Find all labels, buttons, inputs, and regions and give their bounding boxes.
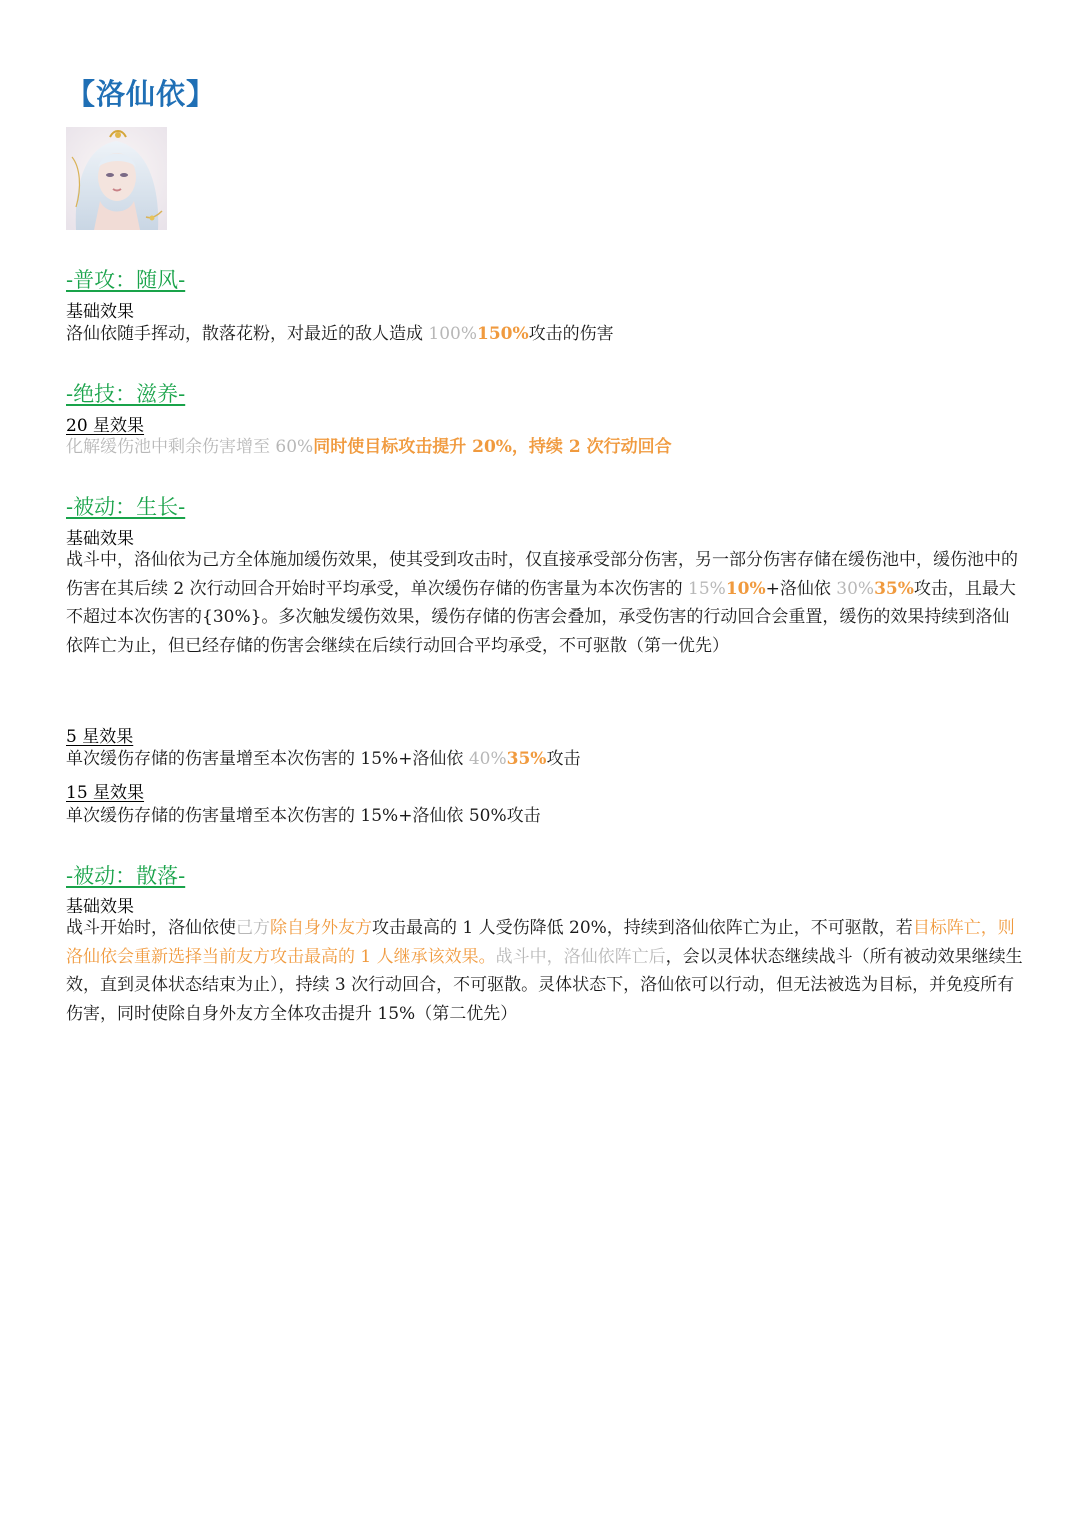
text-segment: 攻击 [546, 749, 581, 769]
skill-description [66, 914, 1026, 1028]
effect-label-15-star: 15 星效果 [66, 783, 145, 803]
hero-title: 【洛仙依】 [66, 77, 217, 111]
text-segment: 洛仙依随手挥动，散落花粉，对最近的敌人造成 [66, 324, 429, 344]
old-value: 40% [468, 749, 507, 769]
old-value: 化解缓伤池中剩余伤害增至 60% [66, 437, 314, 457]
new-value: 150% [477, 324, 529, 344]
text-segment: ，会以灵体状态继续战斗（所有被动效果继续生效，直到灵体状态结束为止），持续 3 次行动回合，不可驱散。灵体状态下，洛仙依可以行动，但无法被选为目标，并免疫所有伤害，同时使除自身外友方全体攻击提升 15%（第二优先） [66, 946, 1023, 1024]
skill-description: 单次缓伤存储的伤害量增至本次伤害的 15%+洛仙依 50%攻击 [66, 806, 541, 826]
effect-label-base: 基础效果 [66, 302, 134, 322]
text-segment: 攻击最高的 1 人受伤降低 20%，持续到洛仙依阵亡为止，不可驱散，若 [372, 918, 913, 938]
text-segment: +洛仙依 [765, 578, 837, 599]
new-value: 35% [874, 578, 914, 599]
new-value: 10% [725, 578, 766, 599]
skill-heading-normal-attack: -普攻：随风- [66, 268, 186, 292]
skill-heading-passive-growth: -被动：生长- [66, 495, 186, 519]
old-value: 战斗中，洛仙依阵亡后 [495, 946, 666, 967]
new-value: 目标阵亡，则洛仙依会重新选择当前友方攻击最高的 1 人继承该效果。 [66, 918, 1015, 967]
new-value: 35% [506, 749, 547, 769]
text-segment: 战斗开始时，洛仙依使 [66, 918, 236, 938]
skill-description [66, 433, 1026, 462]
skill-heading-passive-scatter: -被动：散落- [66, 864, 186, 888]
skill-description [66, 320, 1026, 349]
text-segment: 攻击的伤害 [528, 324, 614, 344]
text-segment: 单次缓伤存储的伤害量增至本次伤害的 15%+洛仙依 [66, 749, 469, 769]
text-segment: 战斗中，洛仙依为己方全体施加缓伤效果，使其受到攻击时，仅直接承受部分伤害，另一部分伤害存储在缓伤池中，缓伤池中的伤害在其后续 2 次行动回合开始时平均承受，单次缓伤存储的伤害量为本次伤害的 [66, 550, 1018, 599]
effect-label-base: 基础效果 [66, 529, 134, 549]
effect-label-20-star: 20 星效果 [66, 416, 145, 436]
old-value: 15% [688, 578, 726, 599]
new-value: 同时使目标攻击提升 20%，持续 2 次行动回合 [313, 437, 672, 457]
skill-heading-ultimate: -绝技：滋养- [66, 382, 186, 406]
new-value: 除自身外友方 [270, 918, 372, 938]
hero-portrait [66, 127, 167, 230]
effect-label-5-star: 5 星效果 [66, 727, 134, 747]
old-value: 己方 [236, 918, 270, 938]
skill-description [66, 745, 1026, 774]
skill-description [66, 546, 1026, 660]
old-value: 30% [836, 578, 875, 599]
old-value: 100% [428, 324, 478, 344]
text-segment: 攻击，且最大不超过本次伤害的{30%}。多次触发缓伤效果，缓伤存储的伤害会叠加，承受伤害的行动回合会重置，缓伤的效果持续到洛仙依阵亡为止，但已经存储的伤害会继续在后续行动回合平均承受，不可驱散（第一优先） [66, 578, 1016, 656]
effect-label-base: 基础效果 [66, 897, 134, 917]
